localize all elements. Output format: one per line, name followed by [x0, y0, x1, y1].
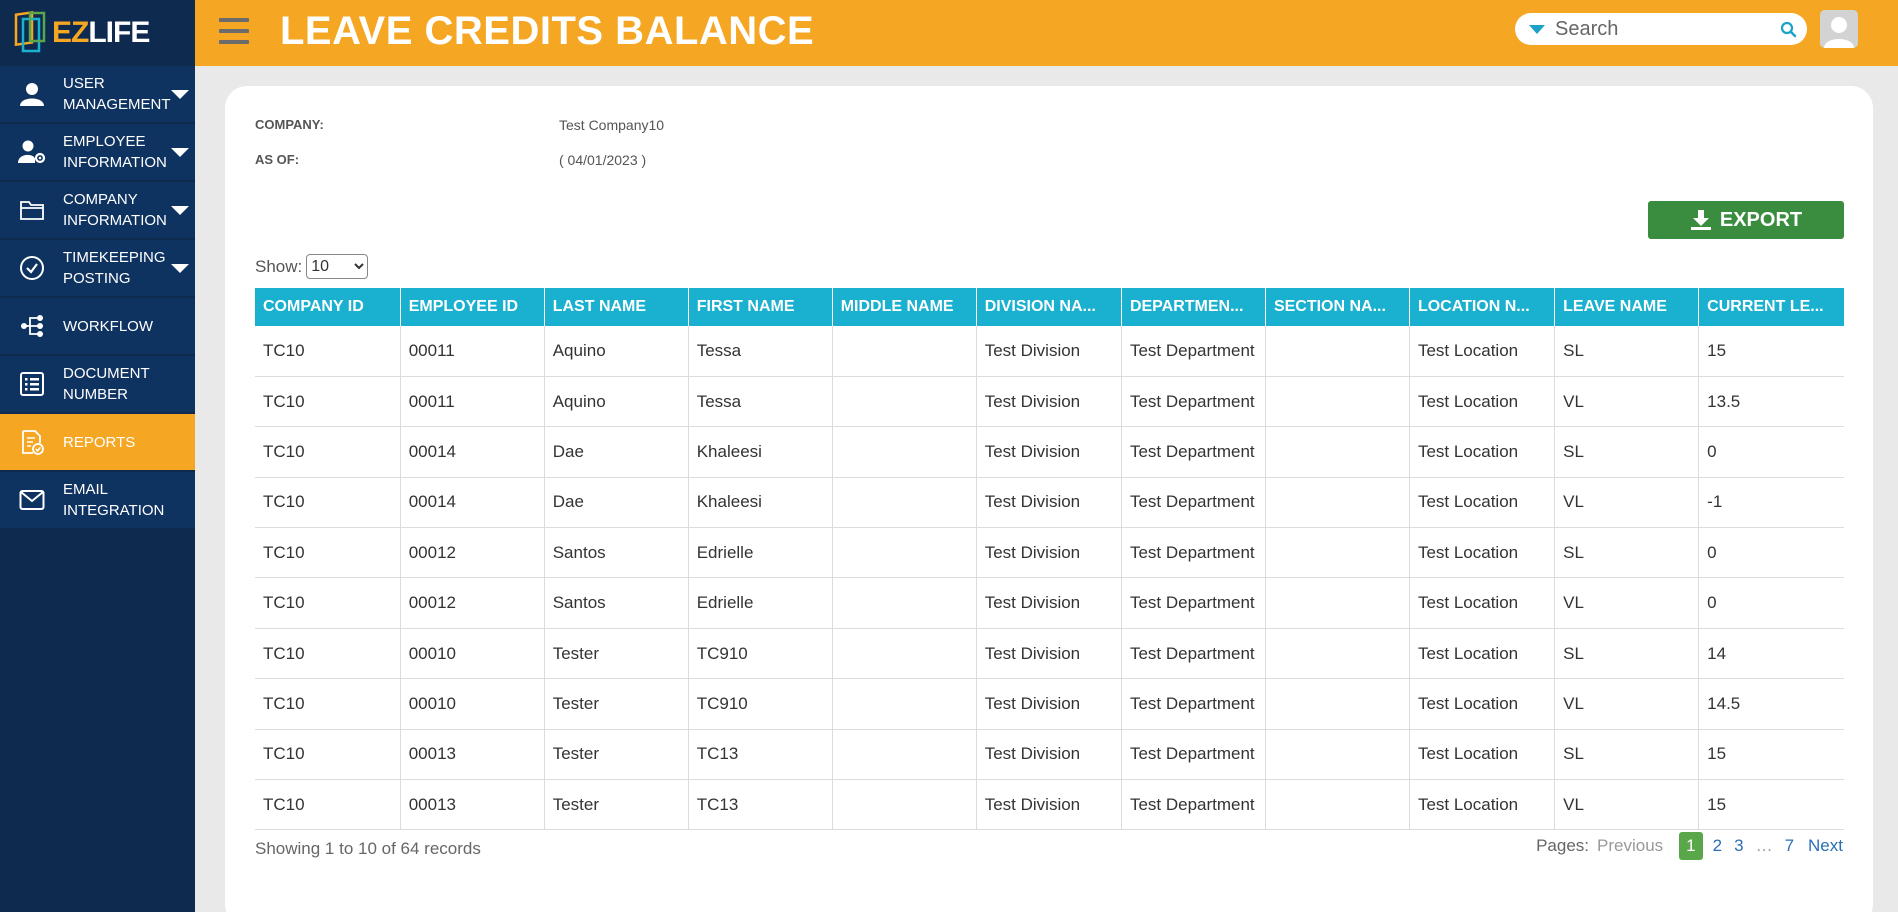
table-cell: Dae [544, 427, 688, 477]
table-cell: TC10 [255, 477, 400, 527]
table-cell [832, 528, 976, 578]
chevron-down-icon[interactable] [171, 148, 189, 157]
page-button[interactable]: 2 [1712, 836, 1723, 855]
avatar-icon [1820, 10, 1858, 48]
table-cell: VL [1555, 578, 1699, 628]
previous-page-button[interactable]: Previous [1597, 836, 1664, 855]
table-cell: Test Division [976, 477, 1121, 527]
sidebar-item-label: TIMEKEEPING POSTING [63, 249, 166, 287]
table-cell: SL [1555, 326, 1699, 376]
column-header[interactable]: FIRST NAME [688, 288, 832, 326]
column-header[interactable]: LEAVE NAME [1555, 288, 1699, 326]
table-cell: TC910 [688, 679, 832, 729]
table-cell: Test Location [1409, 780, 1554, 830]
table-cell: 00011 [400, 376, 544, 426]
pagination [1536, 832, 1843, 860]
column-header[interactable]: LOCATION N... [1409, 288, 1554, 326]
user-avatar[interactable] [1820, 10, 1858, 48]
table-cell: Test Division [976, 780, 1121, 830]
table-cell [832, 578, 976, 628]
user-gear-icon [18, 138, 46, 166]
check-circle-icon [18, 254, 46, 282]
table-cell: TC13 [688, 729, 832, 779]
table-cell: 15 [1699, 326, 1844, 376]
page-button[interactable]: 3 [1734, 836, 1744, 855]
sidebar-item-workflow[interactable] [0, 298, 195, 356]
sidebar-item-user-management[interactable] [0, 66, 195, 124]
sidebar-item-timekeeping-posting[interactable] [0, 240, 195, 298]
table-cell: Test Department [1121, 780, 1265, 830]
page-title: LEAVE CREDITS BALANCE [280, 9, 815, 53]
export-label: EXPORT [1719, 208, 1803, 231]
table-cell: TC910 [688, 628, 832, 678]
sidebar-item-label: WORKFLOW [63, 317, 153, 335]
table-cell: Santos [544, 578, 688, 628]
table-cell [1265, 780, 1409, 830]
table-header-row [255, 288, 1844, 326]
company-label: COMPANY: [255, 117, 324, 132]
table-cell: 00013 [400, 729, 544, 779]
table-cell: 00010 [400, 628, 544, 678]
table-row[interactable] [255, 679, 1844, 729]
table-cell: 14 [1699, 628, 1844, 678]
table-cell: SL [1555, 427, 1699, 477]
envelope-icon [18, 486, 46, 514]
table-cell: 00012 [400, 578, 544, 628]
table-cell: Test Location [1409, 578, 1554, 628]
export-button[interactable] [1648, 201, 1844, 239]
report-card [225, 86, 1873, 912]
table-cell: Test Division [976, 528, 1121, 578]
table-cell: 15 [1699, 729, 1844, 779]
search-filter-dropdown-icon[interactable] [1529, 25, 1545, 34]
table-cell: Test Department [1121, 628, 1265, 678]
table-cell [1265, 628, 1409, 678]
table-cell [1265, 528, 1409, 578]
table-cell: Tester [544, 729, 688, 779]
sidebar-item-document-number[interactable] [0, 356, 195, 414]
table-cell: Aquino [544, 326, 688, 376]
table-cell: Test Location [1409, 528, 1554, 578]
asof-value: ( 04/01/2023 ) [559, 152, 647, 168]
next-page-button[interactable]: Next [1808, 836, 1843, 855]
table-cell: SL [1555, 528, 1699, 578]
table-cell: Tester [544, 628, 688, 678]
table-cell [832, 427, 976, 477]
table-cell: Santos [544, 528, 688, 578]
table-row[interactable] [255, 729, 1844, 779]
sidebar-item-label: COMPANY INFORMATION [63, 191, 167, 229]
table-cell: TC10 [255, 679, 400, 729]
table-cell [832, 780, 976, 830]
page-size-control [255, 254, 368, 279]
table-cell: TC10 [255, 528, 400, 578]
page-size-select[interactable] [306, 254, 368, 279]
table-cell [1265, 326, 1409, 376]
table-cell: Dae [544, 477, 688, 527]
table-cell [832, 376, 976, 426]
table-cell: Khaleesi [688, 477, 832, 527]
search-input[interactable] [1555, 18, 1775, 41]
table-cell: Tessa [688, 376, 832, 426]
table-cell: Test Department [1121, 326, 1265, 376]
download-icon [1690, 209, 1712, 231]
table-cell: VL [1555, 780, 1699, 830]
table-cell [832, 729, 976, 779]
workflow-icon [18, 312, 46, 340]
company-value: Test Company10 [559, 117, 665, 133]
table-row[interactable] [255, 628, 1844, 678]
pagination-ellipsis: … [1755, 836, 1773, 855]
table-cell: Test Department [1121, 477, 1265, 527]
table-cell: TC10 [255, 376, 400, 426]
table-cell: SL [1555, 729, 1699, 779]
table-cell: Test Division [976, 578, 1121, 628]
records-info: Showing 1 to 10 of 64 records [255, 839, 481, 858]
table-cell: Test Division [976, 679, 1121, 729]
chevron-down-icon[interactable] [171, 206, 189, 215]
table-cell: Test Department [1121, 679, 1265, 729]
table-cell [1265, 578, 1409, 628]
table-cell: -1 [1699, 477, 1844, 527]
table-cell: Test Location [1409, 729, 1554, 779]
table-cell: TC10 [255, 326, 400, 376]
table-cell: Aquino [544, 376, 688, 426]
chevron-down-icon[interactable] [171, 264, 189, 273]
table-cell: Test Location [1409, 427, 1554, 477]
sidebar-item-employee-information[interactable] [0, 124, 195, 182]
table-cell: 00012 [400, 528, 544, 578]
table-cell: Khaleesi [688, 427, 832, 477]
table-cell [832, 679, 976, 729]
table-cell: Test Location [1409, 477, 1554, 527]
page-button[interactable]: 1 [1679, 832, 1702, 860]
table-cell: SL [1555, 628, 1699, 678]
column-header[interactable]: CURRENT LE... [1699, 288, 1844, 326]
table-cell [1265, 477, 1409, 527]
pages-label: Pages: [1536, 836, 1590, 855]
table-cell [1265, 729, 1409, 779]
table-cell: 14.5 [1699, 679, 1844, 729]
show-label: Show: [255, 256, 303, 276]
table-row[interactable] [255, 780, 1844, 830]
table-cell: TC10 [255, 628, 400, 678]
document-list-icon [18, 370, 46, 398]
table-cell: 00014 [400, 477, 544, 527]
user-icon [18, 80, 46, 108]
report-icon [18, 428, 46, 456]
table-cell: Test Location [1409, 326, 1554, 376]
table-cell: Test Division [976, 326, 1121, 376]
table-row[interactable] [255, 528, 1844, 578]
folder-icon [18, 196, 46, 224]
table-cell: VL [1555, 376, 1699, 426]
table-cell: Test Division [976, 427, 1121, 477]
sidebar-item-label: REPORTS [63, 433, 136, 451]
table-cell: Test Location [1409, 376, 1554, 426]
sidebar-item-company-information[interactable] [0, 182, 195, 240]
table-cell: Test Location [1409, 679, 1554, 729]
table-cell: Test Division [976, 628, 1121, 678]
table-cell [832, 628, 976, 678]
search-icon[interactable] [1780, 21, 1797, 38]
table-cell: Test Location [1409, 628, 1554, 678]
sidebar-item-label: EMAIL INTEGRATION [63, 481, 165, 519]
table-cell: Tessa [688, 326, 832, 376]
sidebar-item-email-integration[interactable] [0, 472, 195, 530]
table-cell: Test Division [976, 729, 1121, 779]
table-cell: VL [1555, 679, 1699, 729]
table-cell [1265, 376, 1409, 426]
table-cell: TC10 [255, 780, 400, 830]
column-header[interactable]: DIVISION NA... [976, 288, 1121, 326]
column-header[interactable]: COMPANY ID [255, 288, 400, 326]
logo-text: EZLIFE [52, 16, 150, 49]
table-cell [1265, 679, 1409, 729]
hamburger-menu-icon[interactable] [219, 18, 249, 44]
table-cell [1265, 427, 1409, 477]
page-button[interactable]: 7 [1784, 836, 1795, 855]
table-cell: Test Department [1121, 427, 1265, 477]
table-row[interactable] [255, 376, 1844, 426]
table-cell: 00014 [400, 427, 544, 477]
leave-credits-table [255, 288, 1844, 830]
table-cell: Tester [544, 780, 688, 830]
sidebar-item-label: DOCUMENT NUMBER [63, 365, 150, 403]
sidebar-item-label: USER MANAGEMENT [63, 75, 171, 113]
column-header[interactable]: EMPLOYEE ID [400, 288, 544, 326]
column-header[interactable]: LAST NAME [544, 288, 688, 326]
table-cell: Edrielle [688, 528, 832, 578]
table-row[interactable] [255, 477, 1844, 527]
table-cell: 0 [1699, 528, 1844, 578]
table-cell: Test Department [1121, 578, 1265, 628]
table-cell: TC10 [255, 427, 400, 477]
table-row[interactable] [255, 427, 1844, 477]
table-cell: TC10 [255, 729, 400, 779]
column-header[interactable]: SECTION NA... [1265, 288, 1409, 326]
logo-icon [14, 7, 48, 59]
sidebar-nav [0, 66, 195, 530]
table-cell: VL [1555, 477, 1699, 527]
column-header[interactable]: MIDDLE NAME [832, 288, 976, 326]
table-cell [832, 477, 976, 527]
table-cell: TC13 [688, 780, 832, 830]
table-cell: 00011 [400, 326, 544, 376]
table-cell [832, 326, 976, 376]
table-cell: Test Department [1121, 528, 1265, 578]
table-cell: Edrielle [688, 578, 832, 628]
top-header [195, 0, 1898, 66]
chevron-down-icon[interactable] [171, 90, 189, 99]
table-cell: 15 [1699, 780, 1844, 830]
table-cell: Test Department [1121, 376, 1265, 426]
table-cell: 13.5 [1699, 376, 1844, 426]
table-cell: TC10 [255, 578, 400, 628]
asof-label: AS OF: [255, 152, 300, 167]
table-cell: Tester [544, 679, 688, 729]
sidebar-item-label: EMPLOYEE INFORMATION [63, 133, 167, 171]
sidebar-item-reports[interactable] [0, 414, 195, 472]
table-cell: 00010 [400, 679, 544, 729]
column-header[interactable]: DEPARTMEN... [1121, 288, 1265, 326]
table-cell: Test Division [976, 376, 1121, 426]
table-cell: 0 [1699, 578, 1844, 628]
table-cell: 0 [1699, 427, 1844, 477]
table-row[interactable] [255, 578, 1844, 628]
ezlife-logo[interactable] [0, 0, 195, 66]
search-box [1515, 13, 1807, 45]
table-cell: 00013 [400, 780, 544, 830]
table-row[interactable] [255, 326, 1844, 376]
table-cell: Test Department [1121, 729, 1265, 779]
sidebar [0, 0, 195, 912]
